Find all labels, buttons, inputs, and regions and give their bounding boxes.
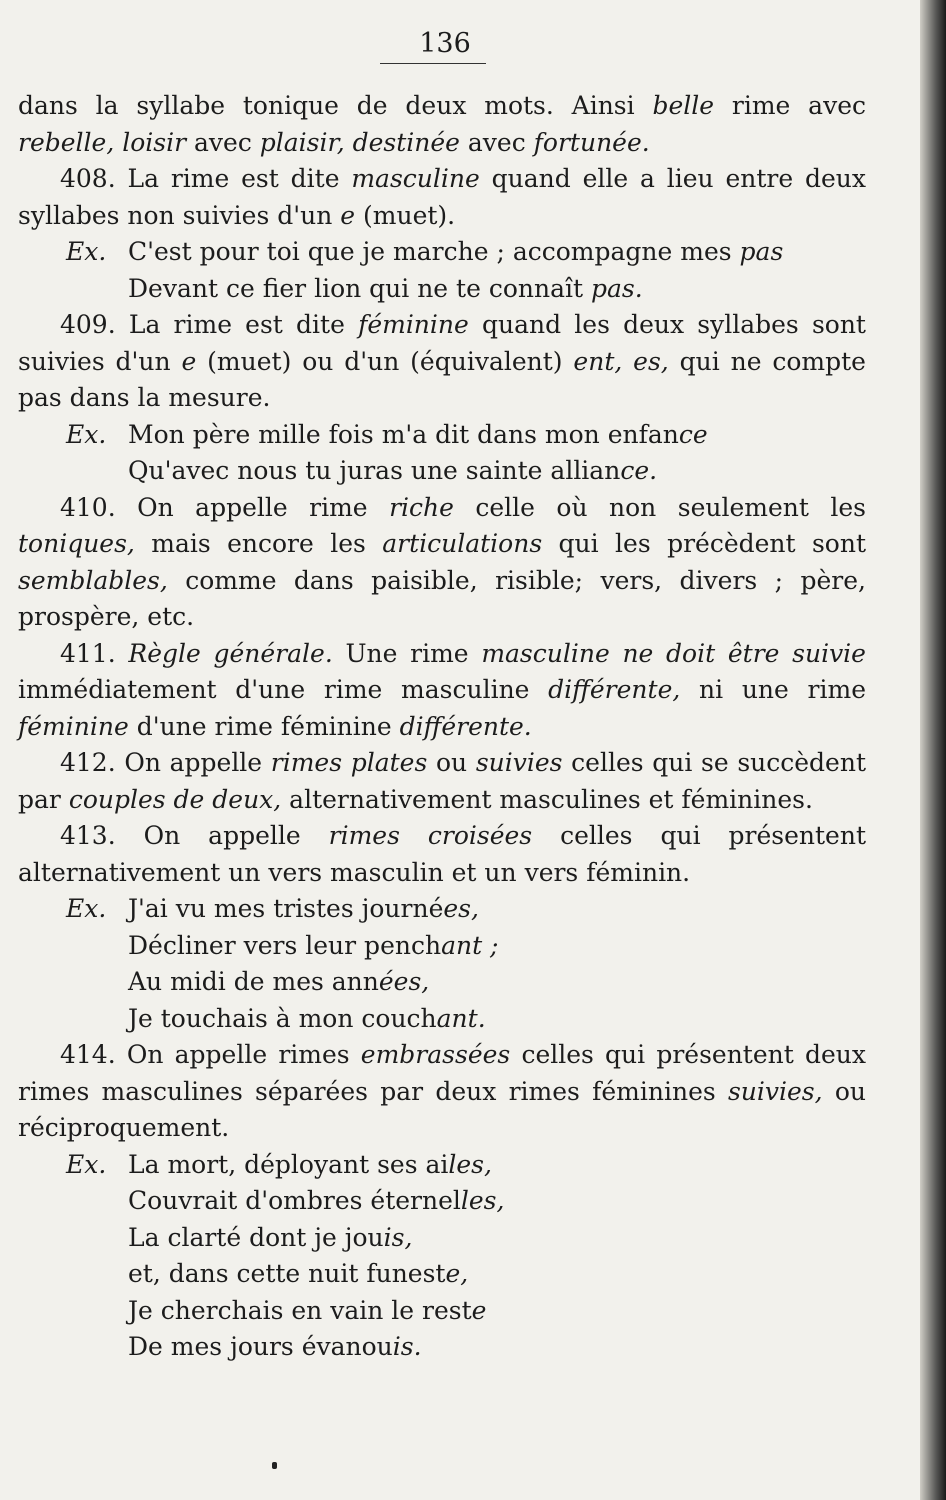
text-run: Au midi de mes ann — [128, 967, 379, 996]
text-run: dans la syllabe tonique de deux mots. Ainsi — [18, 91, 653, 120]
italic-run: différente, — [548, 675, 681, 704]
italic-run: fortunée. — [533, 127, 650, 157]
text-run: 410. On appelle rime — [60, 492, 390, 522]
example-413 — [66, 891, 866, 1037]
italic-run: e — [181, 346, 197, 376]
text-run: rime avec — [714, 91, 866, 120]
text-run: celles qui présentent deux rimes masculines séparées par deux rimes féminines — [18, 1040, 866, 1106]
text-run: immédiatement d'une rime masculine — [18, 675, 549, 704]
page-body — [18, 88, 866, 1366]
italic-run: semblables, — [18, 565, 168, 595]
text-run: quand les deux syllabes sont suivies d'un — [18, 310, 866, 376]
italic-run: ce — [678, 419, 708, 449]
header-rule — [380, 63, 486, 64]
text-run: d'une rime féminine — [128, 711, 400, 741]
paragraph-412 — [18, 745, 866, 818]
example-label: Ex. — [66, 237, 107, 266]
text-run: 408. La rime est dite — [60, 164, 352, 193]
verse-line — [66, 1183, 866, 1220]
text-run: mais encore les — [134, 529, 383, 558]
page-edge-shadow — [920, 0, 946, 1500]
text-run: Mon père mille fois m'a dit dans mon enfan — [128, 419, 679, 449]
text-run: La mort, déployant ses ai — [128, 1149, 449, 1179]
verse-line — [66, 964, 866, 1001]
paragraph-413 — [18, 818, 866, 891]
italic-run: pas — [739, 237, 784, 266]
text-run: Je cherchais en vain le rest — [128, 1295, 472, 1325]
text-run: Devant ce fier lion qui ne te connaît — [128, 273, 591, 303]
text-run: avec — [186, 127, 260, 157]
example-408 — [66, 234, 866, 307]
italic-run: ant ; — [441, 930, 499, 960]
text-run: La clarté dont je jou — [128, 1222, 384, 1252]
text-run: 413. On appelle — [60, 821, 329, 850]
italic-run: is, — [383, 1222, 413, 1252]
example-label: Ex. — [66, 894, 107, 923]
rule-heading: Règle générale. — [128, 638, 333, 668]
text-run: avec — [459, 127, 534, 157]
italic-run: rimes croisées — [328, 821, 533, 850]
italic-run: e — [340, 200, 356, 230]
italic-run: articulations — [382, 529, 543, 558]
text-run: celle où non seulement les — [453, 492, 866, 522]
italic-run: ant. — [436, 1003, 486, 1033]
verse-line — [66, 234, 866, 271]
text-run: Qu'avec nous tu juras une sainte allian — [128, 456, 621, 485]
italic-run: e, — [445, 1259, 469, 1288]
italic-run: les, — [460, 1186, 505, 1215]
italic-run: ées, — [378, 967, 430, 996]
italic-run: belle — [652, 91, 715, 120]
verse-line — [66, 1220, 866, 1257]
paragraph-408 — [18, 161, 866, 234]
italic-run: ent, es, — [573, 346, 669, 376]
text-run: ou — [427, 748, 476, 777]
text-run: celles qui se succèdent par — [18, 748, 866, 814]
text-run: 412. On appelle — [60, 748, 271, 777]
text-run: alternativement masculines et féminines. — [281, 784, 813, 814]
italic-run: riche — [389, 492, 454, 522]
example-414 — [66, 1147, 866, 1366]
text-run: qui les précèdent sont — [542, 529, 866, 558]
paragraph-411 — [18, 636, 866, 746]
example-label: Ex. — [66, 419, 107, 449]
italic-run: suivies, — [727, 1076, 823, 1106]
italic-run: toniques, — [18, 529, 135, 558]
verse-line — [66, 1293, 866, 1330]
page-number: 136 — [419, 28, 471, 59]
continued-paragraph — [18, 88, 866, 161]
italic-run: e — [471, 1295, 487, 1325]
italic-run: rimes plates — [270, 748, 428, 777]
paragraph-409 — [18, 307, 866, 417]
italic-run: rebelle, loisir — [18, 127, 187, 157]
italic-run: les, — [448, 1149, 492, 1179]
print-mark — [272, 1462, 277, 1469]
italic-run: es, — [443, 894, 479, 923]
text-run: celles qui présentent alternativement un vers masculin et un vers féminin. — [18, 821, 866, 887]
verse-line — [66, 1329, 866, 1366]
text-run: 414. On appelle rimes — [60, 1040, 361, 1069]
verse-line — [66, 891, 866, 928]
italic-run: embrassées — [360, 1040, 511, 1069]
example-label: Ex. — [66, 1149, 107, 1179]
italic-run: pas. — [591, 273, 643, 303]
text-run: (muet) ou d'un (équivalent) — [196, 346, 574, 376]
text-run: De mes jours évanou — [128, 1332, 393, 1361]
italic-run: féminine — [18, 711, 129, 741]
verse-line — [66, 453, 866, 490]
text-run: et, dans cette nuit funest — [128, 1259, 446, 1288]
text-run: quand elle a lieu entre deux syllabes non suivies d'un — [18, 164, 866, 230]
text-run: comme dans paisible, risible; vers, divers ; père, prospère, etc. — [18, 565, 866, 631]
verse-line — [66, 417, 866, 454]
text-run: 409. La rime est dite — [60, 310, 359, 339]
verse-line — [66, 271, 866, 308]
paragraph-410 — [18, 490, 866, 636]
italic-run: couples de deux, — [68, 784, 282, 814]
verse-line — [66, 928, 866, 965]
text-run: (muet). — [355, 200, 456, 230]
example-409 — [66, 417, 866, 490]
text-run: qui ne compte pas dans la mesure. — [18, 346, 866, 412]
italic-run: plaisir, destinée — [259, 127, 460, 157]
text-run: ni une rime — [680, 675, 866, 704]
text-run: Une rime — [332, 638, 482, 668]
text-run: Je touchais à mon couch — [128, 1003, 437, 1033]
verse-line — [66, 1147, 866, 1184]
text-run: J'ai vu mes tristes journé — [128, 894, 444, 923]
text-run: ou réciproquement. — [18, 1076, 866, 1142]
paragraph-414 — [18, 1037, 866, 1147]
italic-run: suivies — [475, 748, 563, 777]
italic-run: masculine — [351, 164, 480, 193]
verse-line — [66, 1001, 866, 1038]
text-run: Décliner vers leur pench — [128, 930, 442, 960]
text-run: 411. — [60, 638, 129, 668]
text-run: C'est pour toi que je marche ; accompagne mes — [128, 237, 740, 266]
verse-line — [66, 1256, 866, 1293]
text-run: Couvrait d'ombres éternel — [128, 1186, 461, 1215]
italic-run: différente. — [399, 711, 532, 741]
italic-run: is. — [392, 1332, 422, 1361]
italic-run: ce. — [620, 456, 658, 485]
italic-run: féminine — [358, 310, 469, 339]
italic-run: masculine ne doit être suivie — [481, 638, 866, 668]
